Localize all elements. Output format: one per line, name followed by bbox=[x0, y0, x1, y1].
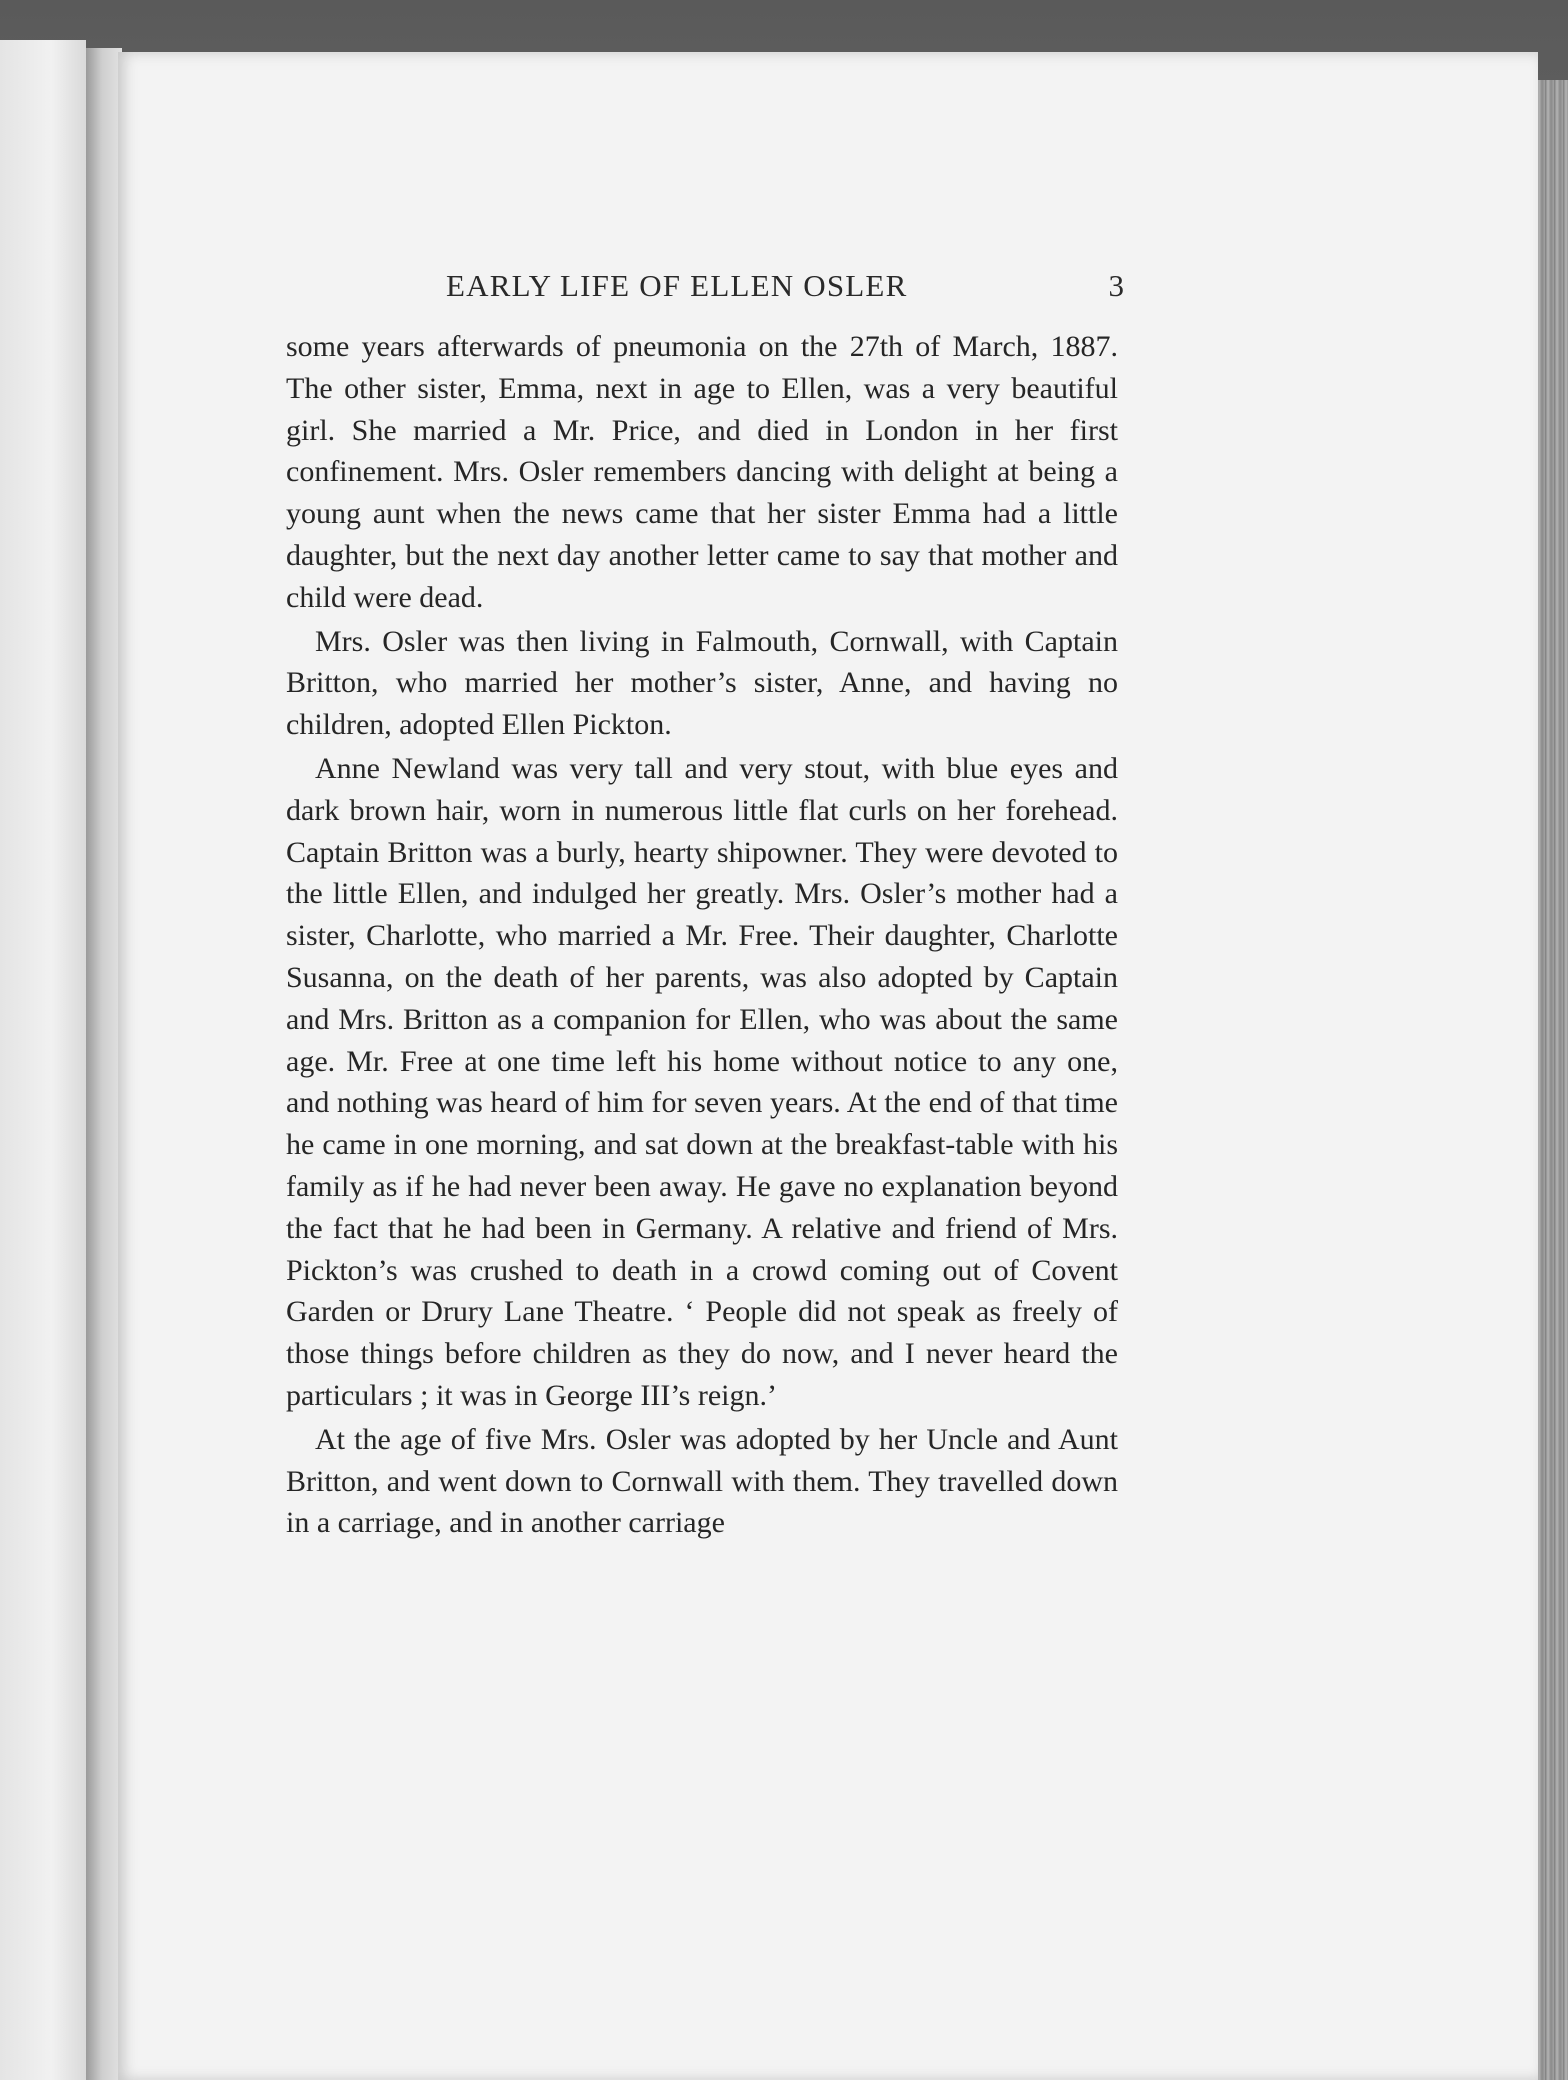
paragraph: At the age of five Mrs. Osler was adopted by her Uncle and Aunt Britton, and went down to Cornwall with them. They travelled down in a carriage, and in another carriage bbox=[286, 1422, 1118, 1540]
paragraph: Anne Newland was very tall and very stout, with blue eyes and dark brown hair, worn in numerous little flat curls on her forehead. Captain Britton was a burly, hearty shipowner. They were devoted to the little Ellen, and indulged her greatly. Mrs. Osler’s mother had a sister, Charlotte, who married a Mr. Free. Their daughter, Charlotte Susanna, on the death of her parents, was also adopted by Captain and Mrs. Britton as a companion for Ellen, who was about the same age. Mr. Free at one time left his home without notice to any one, and nothing was heard of him for seven years. At the end of that time he came in one morning, and sat down at the breakfast-table with his family as if he had never been away. He gave no explanation beyond the fact that he had been in Germany. A relative and friend of Mrs. Pickton’s was crushed to death in a crowd coming out of Covent Garden or Drury Lane Theatre. ‘ People did not speak as freely of those things before children as they do now, and I never heard the particulars ; it was in George III’s reign.’ bbox=[286, 751, 1118, 1412]
paragraph: Mrs. Osler was then living in Falmouth, Cornwall, with Captain Britton, who married her mother’s sister, Anne, and having no children, adopted Ellen Pickton. bbox=[286, 624, 1118, 742]
running-head bbox=[286, 268, 1124, 316]
page-number: 3 bbox=[1108, 268, 1124, 303]
previous-page-edge bbox=[0, 40, 86, 2080]
body-text bbox=[286, 326, 1118, 1544]
running-title: EARLY LIFE OF ELLEN OSLER bbox=[446, 268, 908, 303]
book-page-edges bbox=[1536, 80, 1568, 2080]
paragraph-continuation: some years afterwards of pneumonia on the 27th of March, 1887. The other sister, Emma, next in age to Ellen, was a very beautiful girl. She married a Mr. Price, and died in London in her first confinement. Mrs. Osler remembers dancing with delight at being a young aunt when the news came that her sister Emma had a little daughter, but the next day another letter came to say that mother and child were dead. bbox=[286, 330, 1118, 614]
book-gutter bbox=[86, 48, 122, 2080]
